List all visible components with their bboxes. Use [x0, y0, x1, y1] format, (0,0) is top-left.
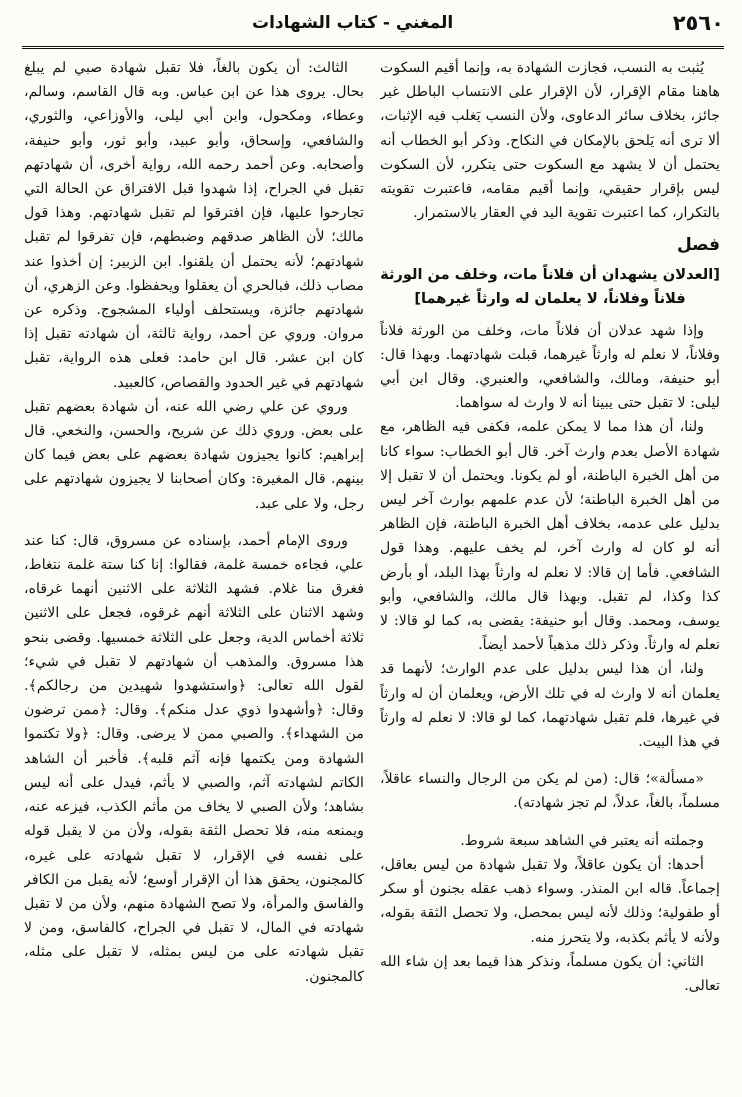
- paragraph: وإذا شهد عدلان أن فلاناً مات، وخلف من الورثة فلاناً وفلاناً، لا نعلم له وارثاً غيرهما، قبلت شهادتهما. وبهذا قال: أبو حنيفة، ومالك، والشافعي، والعنبري. وقال ابن أبي ليلى: لا تقبل حتى يبينا أنه لا وارث له سواهما.: [380, 322, 720, 412]
- header-rule: [22, 46, 724, 49]
- paragraph: وروي عن علي رضي الله عنه، أن شهادة بعضهم تقبل على بعض. وروي ذلك عن شريح، والحسن، والنخعي. قال إبراهيم: كانوا يجيزون شهادة بعضهم على بعض فيما كان بينهم. قال المغيرة: وكان أصحابنا لا يجيزون شهادتهم على رجل، ولا على عبد.: [24, 398, 364, 512]
- text-columns: [24, 56, 720, 1083]
- page-header: [22, 6, 724, 40]
- paragraph: ولنا، أن هذا مما لا يمكن علمه، فكفى فيه الظاهر، مع شهادة الأصل بعدم وارث آخر. قال أبو الخطاب: سواء كانا من أهل الخبرة الباطنة، أو لم يكونا. ويحتمل أن لا تقبل إلا من أهل الخبرة الباطنة؛ لأن عدم علمهم بوارث آخر ليس بدليل على عدمه، بخلاف أهل الخبرة الباطنة، فإن الظاهر أنه لو كان له وارث آخر، لم يخف عليهم. وهذا قول الشافعي. فأما إن قالا: لا نعلم له وارثاً بهذا البلد، أو بأرض كذا وكذا، لم تقبل. وبهذا قال مالك، والشافعي، وأبو يوسف، ومحمد. وقال أبو حنيفة: يقضى به، كما لو قالا: لا نعلم له وارثاً. وذكر ذلك مذهباً لأحمد أيضاً.: [380, 419, 720, 654]
- paragraph: الثاني: أن يكون مسلماً، ونذكر هذا فيما بعد إن شاء الله تعالى.: [380, 953, 720, 994]
- paragraph: يُثبت به النسب، فجازت الشهادة به، وإنما أقيم السكوت هاهنا مقام الإقرار، لأن الإقرار على الانتساب الباطل غير جائز، بخلاف سائر الدعاوى، ولأن النسب يَغلب فيه الإثبات، ألا ترى أنه يَلحق بالإمكان في النكاح. وذكر أبو الخطاب أنه يحتمل أن لا يشهد مع السكوت حتى يتكرر، لأن السكوت ليس بإقرار حقيقي، وإنما أقيم مقامه، فاعتبرت تقويته بالتكرار، كما اعتبرت تقوية اليد في العقار بالاستمرار.: [380, 60, 720, 222]
- running-title: المغني - كتاب الشهادات: [252, 13, 454, 33]
- paragraph: الثالث: أن يكون بالغاً، فلا تقبل شهادة صبي لم يبلغ بحال. يروى هذا عن ابن عباس. وبه قال القاسم، وسالم، وعطاء، ومكحول، وابن أبي ليلى، والأوزاعي، والثوري، والشافعي، وإسحاق، وأبو عبيد، وأبو ثور، وأبو حنيفة، وأصحابه. وعن أحمد رحمه الله، رواية أخرى، أن شهادتهم تقبل في الجراح، إذا شهدوا قبل الافتراق عن الحالة التي تجارحوا عليها، فإن افترقوا لم تقبل شهادتهم. وهذا قول مالك؛ لأن الظاهر صدقهم وضبطهم، فإن تفرقوا لم تقبل شهادتهم؛ لأنه يحتمل أن يلقنوا. ابن الزبير: إن أخذوا عند مصاب ذلك، فبالحري أن يعقلوا ويحفظوا. وعن الزهري، أن شهادتهم جائزة، ويستحلف أولياء المشجوج. وذكره عن مروان. وروي عن أحمد، رواية ثالثة، أن شهادته تقبل إذا كان ابن عشر. قال ابن حامد: فعلى هذه الرواية، تقبل شهادتهم في غير الحدود والقصاص، كالعبيد.: [24, 60, 364, 391]
- right-column: [380, 56, 720, 1083]
- left-column: [24, 56, 364, 1083]
- section-title: فصل: [676, 235, 720, 256]
- masala-paragraph: «مسألة»؛ قال: (من لم يكن من الرجال والنساء عاقلاً، مسلماً، بالغاً، عدلاً، لم تجز شهادته).: [380, 771, 720, 812]
- paragraph: وجملته أنه يعتبر في الشاهد سبعة شروط.: [460, 832, 704, 849]
- paragraph: وروى الإمام أحمد، بإسناده عن مسروق، قال: كنا عند علي، فجاءه خمسة غلمة، فقالوا: إنا كنا ستة غلمة نتغاط، فغرق منا غلام. فشهد الثلاثة على الاثنين أنهما غرقاه، وشهد الاثنان على الثلاثة أنهم غرقوه، فجعل على الاثنين ثلاثة أخماس الدية، وجعل على الثلاثة خمسيها. وقضى بنحو هذا مسروق. والمذهب أن شهادتهم لا تقبل في شيء؛ لقول الله تعالى: ﴿واستشهدوا شهيدين من رجالكم﴾. وقال: ﴿وأشهدوا ذوي عدل منكم﴾. وقال: ﴿ممن ترضون من الشهداء﴾. والصبي ممن لا يرضى. وقال: ﴿ولا تكتموا الشهادة ومن يكتمها فإنه آثم قلبه﴾. فأخبر أن الشاهد الكاتم لشهادته آثم، والصبي لا يأثم، فيدل على أنه ليس بشاهد؛ ولأن الصبي لا يخاف من مأثم الكذب، فيزعه عنه، ويمنعه منه، فلا تحصل الثقة بقوله، ولأن من لا يقبل قوله على نفسه في الإقرار، لا تقبل شهادته على غيره، كالمجنون، يحقق هذا أن الإقرار أوسع؛ لأنه يقبل من الكافر والفاسق والمرأة، ولا تصح الشهادة منهم، ولأن من لا تقبل شهادته في المال، لا تقبل في الجراح، كالفاسق، ومن لا تقبل شهادته على من ليس بمثله، لا تقبل على مثله، كالمجنون.: [24, 532, 364, 985]
- page-number: ٢٥٦٠: [672, 11, 724, 35]
- section-heading: [العدلان يشهدان أن فلاناً مات، وخلف من الورثة فلاناً وفلاناً، لا يعلمان له وارثاً غيرهما]: [380, 265, 720, 307]
- paragraph: ولنا، أن هذا ليس بدليل على عدم الوارث؛ لأنهما قد يعلمان أنه لا وارث له في تلك الأرض، ويعلمان أن له وارثاً في غيرها، فلم تقبل شهادتهما، كما لو قالا: لا نعلم له وارثاً في هذا البيت.: [380, 661, 720, 751]
- paragraph: أحدها: أن يكون عاقلاً، ولا تقبل شهادة من ليس بعاقل، إجماعاً. قاله ابن المنذر. وسواء ذهب عقله بجنون أو سكر أو طفولية؛ وذلك لأنه ليس بمحصل، ولا تحصل الثقة بقوله، ولأنه لا يأثم بكذبه، ولا يتحرز منه.: [380, 856, 720, 946]
